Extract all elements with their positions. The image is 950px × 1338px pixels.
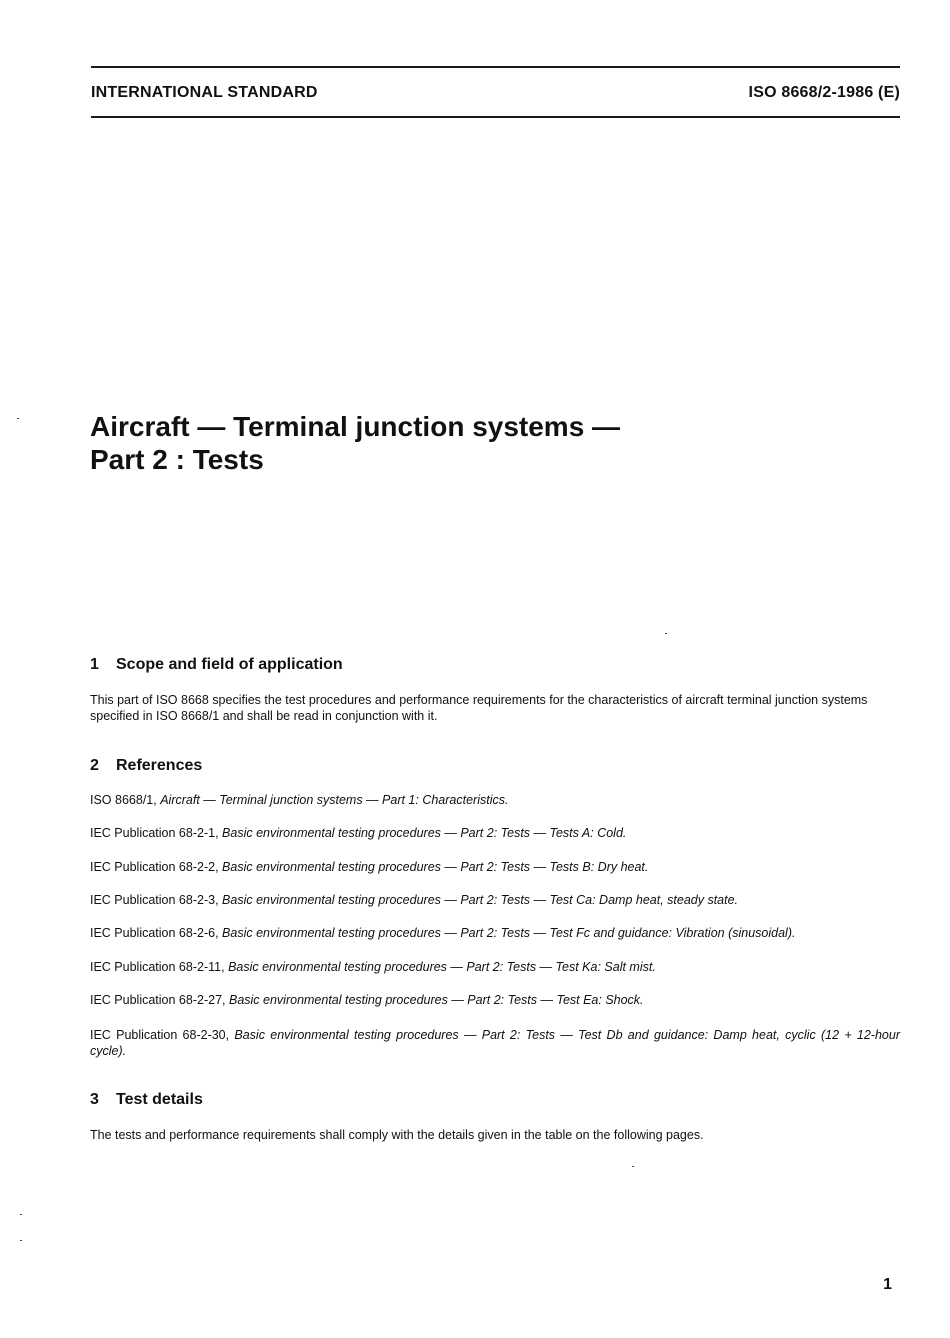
reference-doc: IEC Publication 68-2-6,: [90, 926, 219, 940]
reference-item: [90, 925, 900, 941]
section-2-heading: [90, 757, 202, 775]
reference-item: [90, 959, 900, 975]
section-3-heading: [90, 1091, 203, 1109]
header-doc-type: INTERNATIONAL STANDARD: [91, 84, 318, 101]
reference-doc: IEC Publication 68-2-1,: [90, 826, 219, 840]
reference-title: Basic environmental testing procedures — Part 2: Tests — Tests A: Cold.: [222, 826, 627, 840]
reference-title: Basic environmental testing procedures — Part 2: Tests — Test Db and guidance: Damp heat, cyclic (12 + 12-hour cycle).: [90, 1028, 900, 1058]
reference-item: [90, 859, 900, 875]
header-doc-number: ISO 8668/2-1986 (E): [748, 84, 900, 101]
reference-title: Basic environmental testing procedures — Part 2: Tests — Test Fc and guidance: Vibration (sinusoidal).: [222, 926, 796, 940]
scan-speck: [20, 1240, 22, 1241]
section-1-body: This part of ISO 8668 specifies the test procedures and performance requirements for the characteristics of aircraft terminal junction systems specified in ISO 8668/1 and shall be read in conjunction with it.: [90, 693, 868, 723]
scan-speck: [17, 418, 19, 419]
reference-title: Basic environmental testing procedures — Part 2: Tests — Test Ea: Shock.: [228, 993, 644, 1007]
reference-title: Basic environmental testing procedures — Part 2: Tests — Tests B: Dry heat.: [222, 860, 649, 874]
section-1-title: Scope and field of application: [116, 656, 343, 673]
section-3-number: 3: [90, 1091, 99, 1108]
reference-item: [90, 992, 900, 1008]
reference-item: [90, 892, 900, 908]
title-line-2: Part 2 : Tests: [90, 444, 264, 475]
reference-item: [90, 825, 900, 841]
section-2-number: 2: [90, 757, 99, 774]
scan-speck: [665, 633, 667, 634]
reference-item: [90, 792, 900, 808]
reference-title: Basic environmental testing procedures — Part 2: Tests — Test Ka: Salt mist.: [228, 960, 656, 974]
reference-doc: ISO 8668/1,: [90, 793, 157, 807]
page-number: 1: [883, 1276, 892, 1293]
section-1-number: 1: [90, 656, 99, 673]
scan-speck: [632, 1166, 634, 1167]
title-line-1: Aircraft — Terminal junction systems —: [90, 411, 621, 442]
reference-title: Aircraft — Terminal junction systems — Part 1: Characteristics.: [160, 793, 509, 807]
reference-doc: IEC Publication 68-2-3,: [90, 893, 219, 907]
section-3-title: Test details: [116, 1091, 203, 1108]
reference-title: Basic environmental testing procedures — Part 2: Tests — Test Ca: Damp heat, steady state.: [222, 893, 739, 907]
section-2-title: References: [116, 757, 203, 774]
document-title: [90, 410, 620, 476]
reference-doc: IEC Publication 68-2-2,: [90, 860, 219, 874]
section-1-heading: [90, 656, 343, 674]
reference-doc: IEC Publication 68-2-11,: [90, 960, 225, 974]
reference-item: [90, 1027, 900, 1059]
reference-doc: IEC Publication 68-2-30,: [90, 1028, 230, 1042]
scan-speck: [20, 1214, 22, 1215]
header-rule-bottom: [91, 116, 900, 118]
header-rule-top: [91, 66, 900, 68]
section-3-body: The tests and performance requirements shall comply with the details given in the table on the following pages.: [90, 1128, 704, 1142]
reference-doc: IEC Publication 68-2-27,: [90, 993, 226, 1007]
